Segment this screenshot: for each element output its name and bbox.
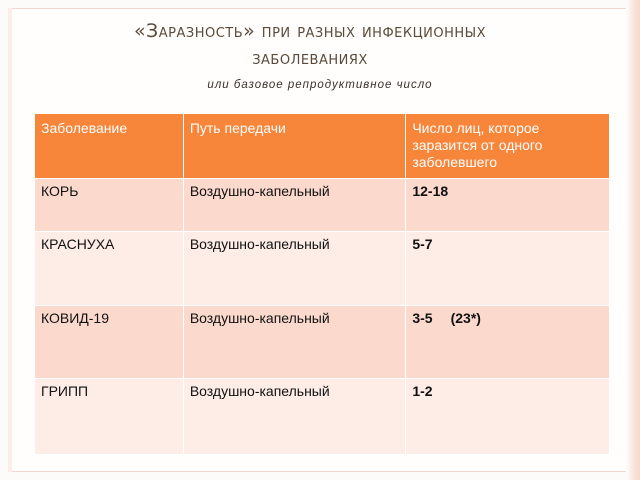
frame-right-border: [626, 0, 640, 480]
slide-title-line1: «Заразность» при разных инфекционных: [133, 20, 487, 42]
cell-number: [406, 306, 610, 379]
cell-number-value: 3-5: [412, 310, 433, 326]
table-header-row: [35, 114, 610, 179]
header-route: Путь передачи: [183, 114, 406, 179]
cell-disease: КОРЬ: [35, 179, 184, 232]
table-row: [35, 232, 610, 306]
table-row: [35, 179, 610, 232]
cell-route: Воздушно-капельный: [183, 379, 406, 455]
table-row: [35, 306, 610, 379]
header-number: Число лиц, которое заразится от одного заболевшего: [406, 114, 610, 179]
slide-title: [30, 18, 590, 72]
slide-subtitle: или базовое репродуктивное число: [207, 79, 433, 91]
frame-left-border: [8, 8, 12, 472]
cell-route: Воздушно-капельный: [183, 306, 406, 379]
cell-number-note: (23*): [450, 310, 481, 326]
cell-number: [406, 179, 610, 232]
cell-number: [406, 379, 610, 455]
cell-route: Воздушно-капельный: [183, 179, 406, 232]
cell-disease: ГРИПП: [35, 379, 184, 455]
cell-route: Воздушно-капельный: [183, 232, 406, 306]
disease-table: [34, 113, 610, 455]
table-row: [35, 379, 610, 455]
cell-number-value: 5-7: [412, 236, 433, 252]
cell-number-value: 1-2: [412, 383, 433, 399]
cell-disease: КРАСНУХА: [35, 232, 184, 306]
header-disease: Заболевание: [35, 114, 184, 179]
cell-disease: КОВИД-19: [35, 306, 184, 379]
slide-title-line2: заболеваниях: [252, 47, 368, 69]
cell-number: [406, 232, 610, 306]
cell-number-value: 12-18: [412, 183, 449, 199]
